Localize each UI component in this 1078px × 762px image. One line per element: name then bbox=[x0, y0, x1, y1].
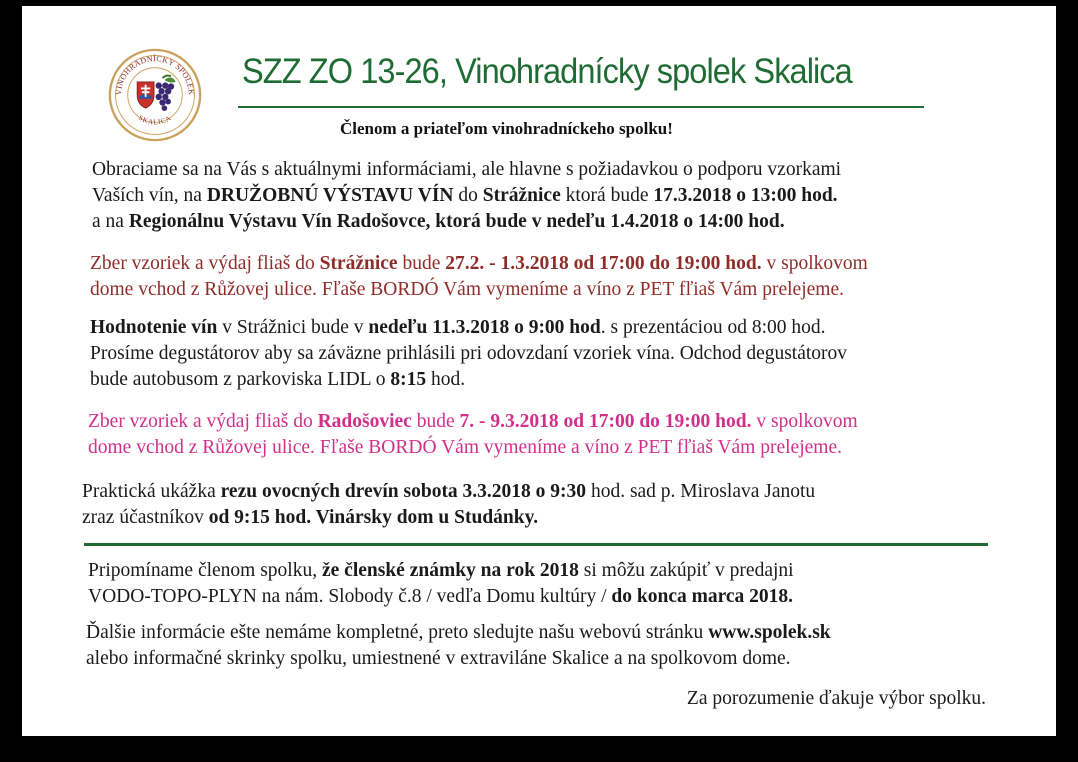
intro-paragraph bbox=[92, 157, 841, 235]
page-title: SZZ ZO 13-26, Vinohradnícky spolek Skalica bbox=[242, 52, 852, 91]
evaluation-line-1: Hodnotenie vín v Strážnici bude v nedeľu 11.3.2018 o 9:00 hod. s prezentáciou od 8:00 hod. bbox=[90, 317, 826, 338]
pruning-line-1: Praktická ukážka rezu ovocných drevín sobota 3.3.2018 o 9:30 hod. sad p. Miroslava Janotu bbox=[82, 481, 816, 502]
pruning-demo-paragraph bbox=[82, 479, 815, 531]
membership-line-1: Pripomíname členom spolku, že členské známky na rok 2018 si môžu zakúpiť v predajni bbox=[88, 560, 794, 581]
evaluation-paragraph bbox=[90, 315, 847, 393]
website-link: www.spolek.sk bbox=[708, 622, 831, 643]
evaluation-line-3: bude autobusom z parkoviska LIDL o 8:15 hod. bbox=[90, 369, 466, 390]
pruning-line-2: zraz účastníkov od 9:15 hod. Vinársky dom u Studánky. bbox=[82, 507, 539, 528]
radosovce-line-1: Zber vzoriek a výdaj fliaš do Radošoviec bude 7. - 9.3.2018 od 17:00 do 19:00 hod. v spolkovom bbox=[88, 411, 858, 432]
strazne-line-1: Zber vzoriek a výdaj fliaš do Strážnice bude 27.2. - 1.3.2018 od 17:00 do 19:00 hod. v spolkovom bbox=[90, 253, 868, 274]
strazne-collection-paragraph bbox=[90, 251, 868, 303]
logo-ring-text: VINOHRADNÍCKY SPOLEK bbox=[114, 54, 196, 96]
section-divider bbox=[84, 543, 988, 546]
intro-line-1: Obraciame sa na Vás s aktuálnymi informáciami, ale hlavne s požiadavkou o podporu vzorkami bbox=[92, 159, 842, 180]
page-subtitle: Členom a priateľom vinohradníckeho spolku! bbox=[340, 119, 673, 138]
info-line-1: Ďalšie informácie ešte nemáme kompletné, preto sledujte našu webovú stránku www.spolek.sk bbox=[86, 622, 831, 643]
info-line-2: alebo informačné skrinky spolku, umiestnené v extraviláne Skalice a na spolkovom dome. bbox=[86, 648, 791, 669]
intro-line-2: Vaších vín, na DRUŽOBNÚ VÝSTAVU VÍN do Strážnice ktorá bude 17.3.2018 o 13:00 hod. bbox=[92, 185, 838, 206]
info-paragraph bbox=[86, 620, 831, 672]
radosovce-collection-paragraph bbox=[88, 409, 858, 461]
closing-signature: Za porozumenie ďakuje výbor spolku. bbox=[686, 688, 986, 709]
radosovce-line-2: dome vchod z Růžovej ulice. Fľaše BORDÓ Vám vymeníme a víno z PET fľiaš Vám prelejeme. bbox=[88, 437, 842, 458]
membership-paragraph bbox=[88, 558, 794, 610]
membership-line-2: VODO-TOPO-PLYN na nám. Slobody č.8 / vedľa Domu kultúry / do konca marca 2018. bbox=[88, 586, 794, 607]
strazne-line-2: dome vchod z Růžovej ulice. Fľaše BORDÓ Vám vymeníme a víno z PET fľiaš Vám prelejeme. bbox=[90, 279, 844, 300]
logo-bottom-text: SKALICA bbox=[137, 113, 173, 127]
spolok-logo bbox=[108, 48, 202, 142]
intro-line-3: a na Regionálnu Výstavu Vín Radošovce, ktorá bude v nedeľu 1.4.2018 o 14:00 hod. bbox=[92, 211, 785, 232]
title-underline bbox=[238, 106, 924, 108]
evaluation-line-2: Prosíme degustátorov aby sa záväzne prihlásili pri odovzdaní vzoriek vína. Odchod degustátorov bbox=[90, 343, 848, 364]
document-page bbox=[22, 6, 1056, 736]
